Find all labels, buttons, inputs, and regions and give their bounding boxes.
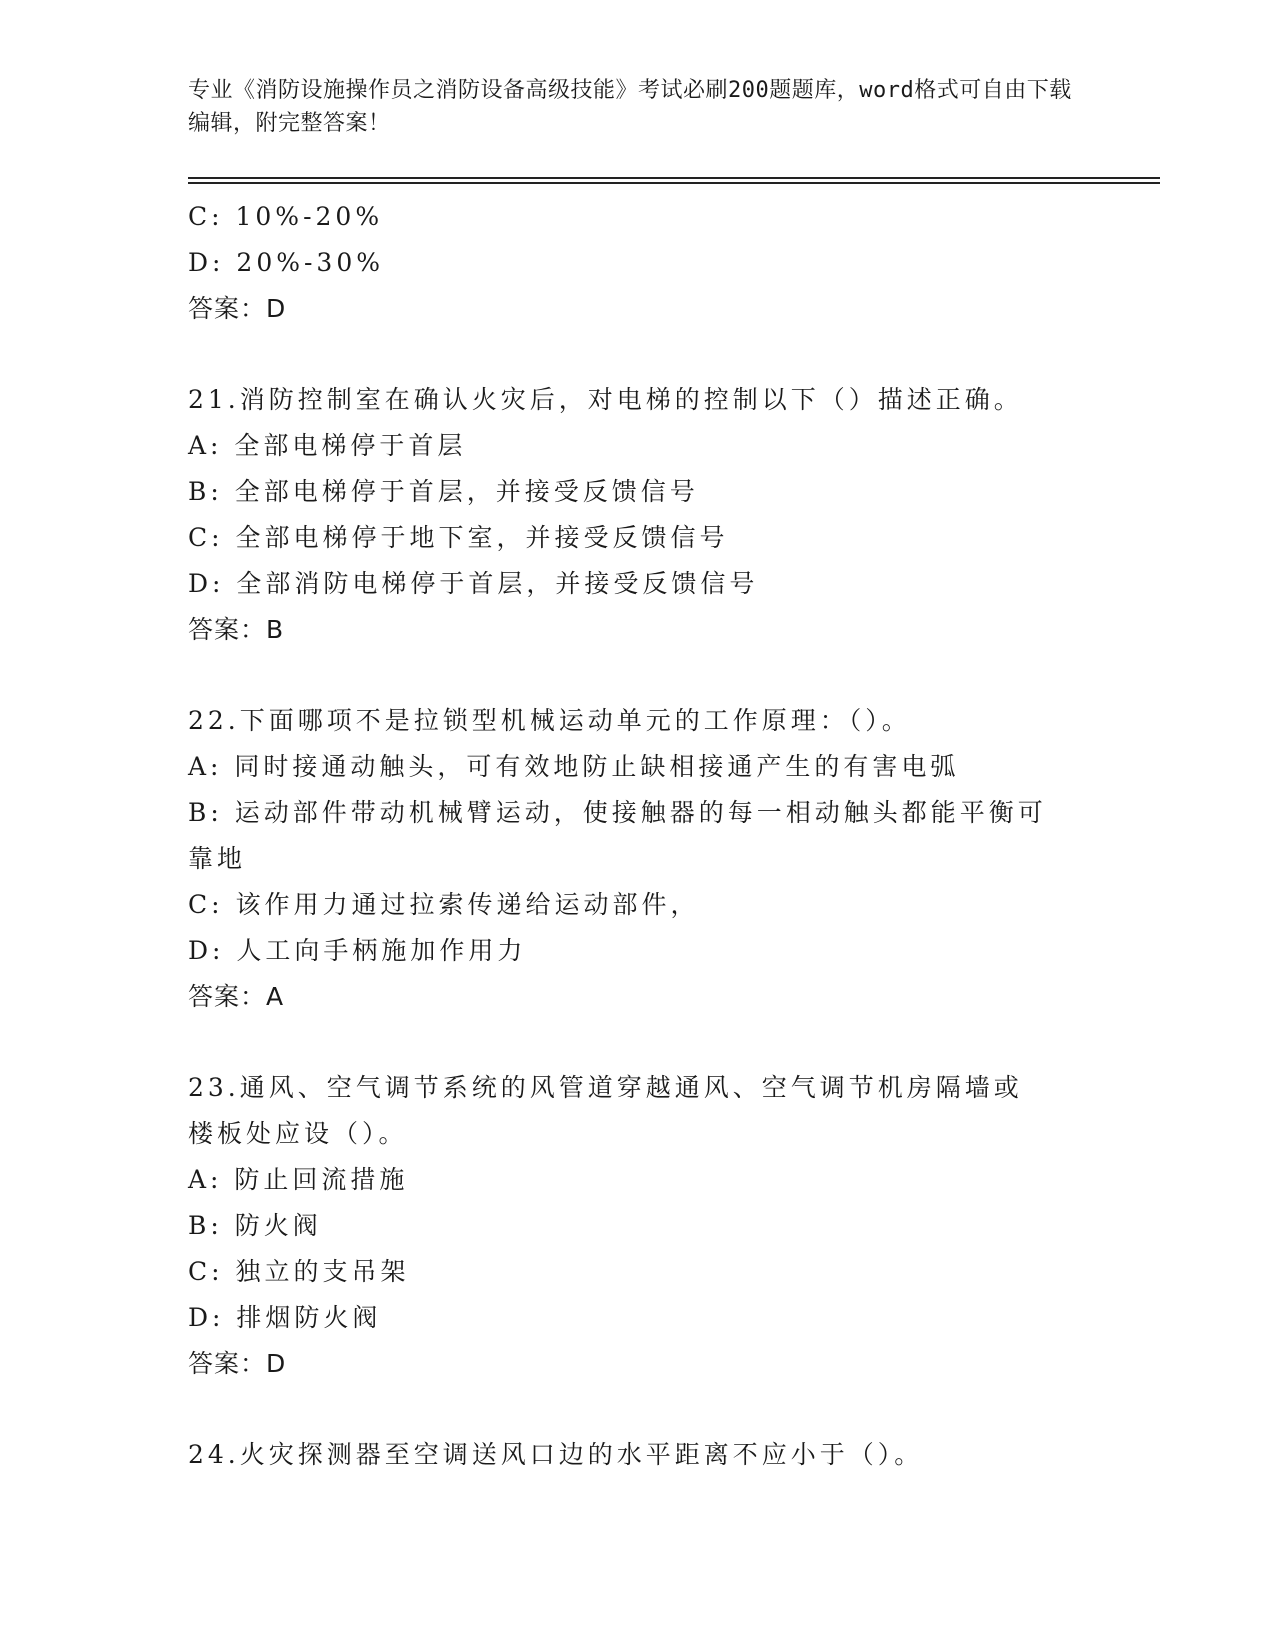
option-d: D: 排烟防火阀 [188, 1303, 382, 1332]
option-a: A: 防止回流措施 [188, 1165, 409, 1194]
prev-question-block [188, 194, 1088, 332]
answer: 答案：A [188, 982, 285, 1011]
header-divider-top [188, 177, 1160, 179]
answer: 答案：B [188, 615, 285, 644]
question-24 [188, 1432, 1088, 1478]
document-body [188, 194, 1088, 1478]
option-d: D: 人工向手柄施加作用力 [188, 936, 527, 965]
question-stem: 21.消防控制室在确认火灾后，对电梯的控制以下（）描述正确。 [188, 385, 1023, 414]
option-a: A: 同时接通动触头，可有效地防止缺相接通产生的有害电弧 [188, 752, 960, 781]
option-a: A: 全部电梯停于首层 [188, 431, 467, 460]
option-c: C: 该作用力通过拉索传递给运动部件， [188, 890, 700, 919]
question-22 [188, 698, 1088, 1020]
question-stem: 22.下面哪项不是拉锁型机械运动单元的工作原理：（）。 [188, 706, 911, 735]
question-21 [188, 377, 1088, 653]
option-b: B: 运动部件带动机械臂运动，使接触器的每一相动触头都能平衡可靠地 [188, 798, 1047, 873]
question-23 [188, 1065, 1088, 1387]
option-d: D: 全部消防电梯停于首层，并接受反馈信号 [188, 569, 759, 598]
answer: 答案：D [188, 294, 287, 323]
option-d: D: 20%-30% [188, 248, 384, 277]
header-title: 专业《消防设施操作员之消防设备高级技能》考试必刷200题题库，word格式可自由下载编辑，附完整答案！ [188, 78, 1072, 136]
option-c: C: 10%-20% [188, 202, 384, 231]
document-header [188, 74, 1088, 140]
question-stem: 24.火灾探测器至空调送风口边的水平距离不应小于（）。 [188, 1440, 924, 1469]
question-stem: 23.通风、空气调节系统的风管道穿越通风、空气调节机房隔墙或楼板处应设（）。 [188, 1073, 1023, 1148]
answer: 答案：D [188, 1349, 287, 1378]
option-b: B: 防火阀 [188, 1211, 322, 1240]
option-c: C: 独立的支吊架 [188, 1257, 410, 1286]
option-b: B: 全部电梯停于首层，并接受反馈信号 [188, 477, 699, 506]
option-c: C: 全部电梯停于地下室，并接受反馈信号 [188, 523, 729, 552]
header-divider-bottom [188, 182, 1160, 184]
